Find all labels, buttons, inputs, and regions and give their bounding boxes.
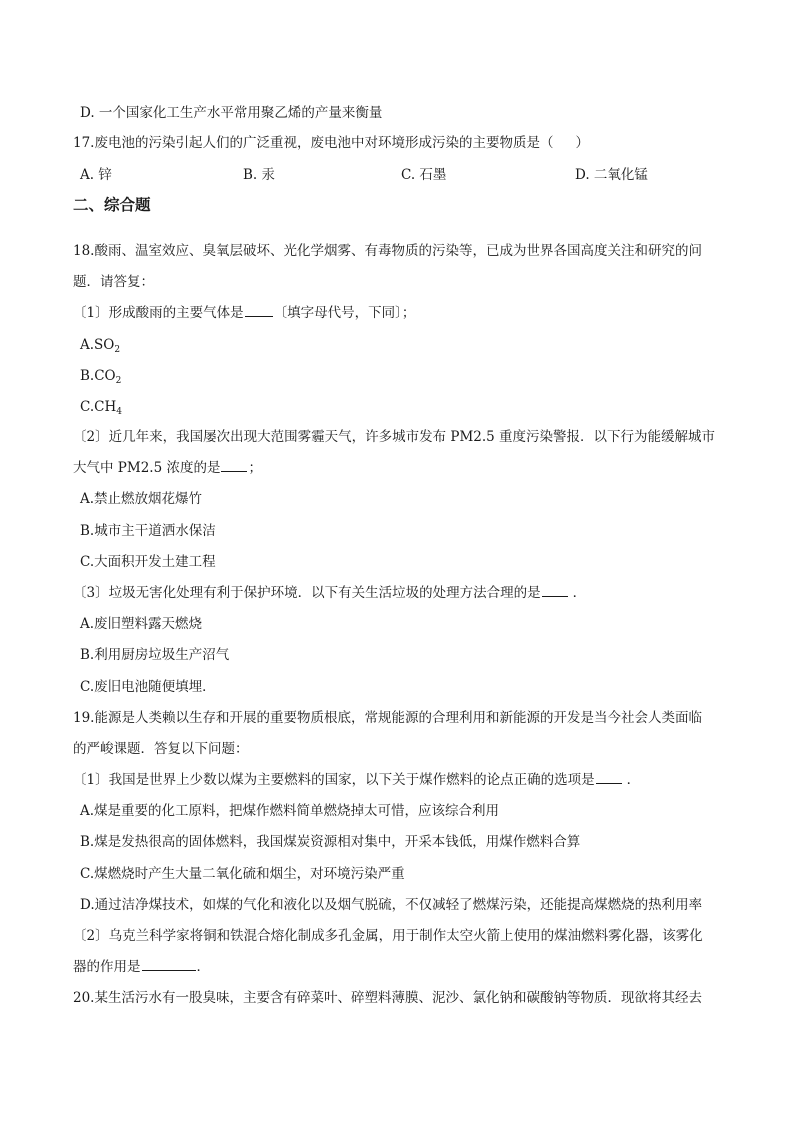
q18-part2-text: 大气中 PM2.5 浓度的是 — [73, 460, 221, 476]
answer-blank — [221, 470, 247, 472]
answer-blank — [596, 782, 622, 784]
q18-part3-text: 〔3〕垃圾无害化处理有利于保护环境．以下有关生活垃圾的处理方法合理的是 — [73, 585, 541, 601]
formula-subscript: 4 — [116, 407, 122, 417]
section-title: 二、综合题 — [73, 196, 151, 214]
q20-stem-line1: 20.某生活污水有一股臭味，主要含有碎菜叶、碎塑料薄膜、泥沙、氯化钠和碳酸钠等物质．现欲将其经去 — [73, 990, 702, 1006]
q16-option-d: D. 一个国家化工生产水平常用聚乙烯的产量来衡量 — [80, 105, 383, 121]
q19-part2-tail: ． — [196, 959, 210, 975]
formula-subscript: 2 — [114, 345, 121, 355]
q19-part1-text: 〔1〕我国是世界上少数以煤为主要燃料的国家，以下关于煤作燃料的论点正确的选项是 — [73, 772, 595, 788]
q18-stem-line2: 题．请答复： — [73, 274, 154, 290]
formula-subscript: 2 — [115, 376, 122, 386]
q18-part3-tail: ． — [572, 585, 587, 601]
q18-part3-option-b: B.利用厨房垃圾生产沼气 — [80, 647, 230, 663]
q18-part3 — [73, 583, 586, 603]
q19-stem-line1: 19.能源是人类赖以生存和开展的重要物质根底，常规能源的合理利用和新能源的开发是当今社会人类面临 — [73, 710, 702, 726]
q19-part1-tail: ． — [626, 772, 641, 788]
q18-part1 — [73, 303, 415, 323]
q19-part1-option-b: B.煤是发热很高的固体燃料，我国煤炭资源相对集中，开采本钱低，用煤作燃料合算 — [80, 834, 581, 850]
answer-blank — [142, 969, 196, 971]
answer-blank — [542, 595, 568, 597]
q19-part2-line2 — [73, 957, 210, 977]
q18-part1-tail: 〔填字母代号，下同〕； — [273, 305, 416, 321]
formula-text: B.CO — [80, 368, 116, 384]
q18-part2-option-c: C.大面积开发土建工程 — [80, 554, 216, 570]
formula-text: A.SO — [80, 337, 115, 353]
answer-blank — [245, 315, 273, 317]
q18-part1-option-a — [80, 335, 120, 360]
q19-part1-option-c: C.煤燃烧时产生大量二氧化硫和烟尘，对环境污染严重 — [80, 866, 405, 882]
q17-option-b: B. 汞 — [243, 167, 276, 183]
q18-stem-line1: 18.酸雨、温室效应、臭氧层破坏、光化学烟雾、有毒物质的污染等，已成为世界各国高度关注和研究的问 — [73, 243, 702, 259]
q18-part2-line1: 〔2〕近几年来，我国屡次出现大范围雾霾天气，许多城市发布 PM2.5 重度污染警报．以下行为能缓解城市 — [73, 429, 716, 445]
q18-part1-option-c — [80, 397, 122, 422]
q17-stem-close: ） — [575, 135, 589, 151]
q18-part3-option-c: C.废旧电池随便填埋． — [80, 679, 216, 695]
q19-part1-option-d: D.通过洁净煤技术，如煤的气化和液化以及烟气脱硫，不仅减轻了燃煤污染，还能提高煤燃烧的热利用率 — [80, 897, 703, 913]
formula-text: C.CH — [80, 399, 117, 415]
q17-stem-text: 17.废电池的污染引起人们的广泛重视，废电池中对环境形成污染的主要物质是（ — [73, 135, 554, 151]
q18-part2-option-b: B.城市主干道洒水保洁 — [80, 523, 216, 539]
q18-part2-line2 — [73, 458, 262, 478]
q18-part2-option-a: A.禁止燃放烟花爆竹 — [80, 491, 203, 507]
q19-part1 — [73, 770, 640, 790]
q19-stem-line2: 的严峻课题．答复以下问题： — [73, 741, 249, 757]
q18-part1-option-b — [80, 366, 121, 391]
q17-option-c: C. 石墨 — [401, 167, 447, 183]
q17-option-a: A. 锌 — [80, 167, 112, 183]
q19-part2-text: 器的作用是 — [73, 959, 141, 975]
q17-option-d: D. 二氧化锰 — [575, 167, 648, 183]
q18-part3-option-a: A.废旧塑料露天燃烧 — [80, 616, 203, 632]
q18-part1-text: 〔1〕形成酸雨的主要气体是 — [73, 305, 244, 321]
q18-part2-tail: ； — [248, 460, 262, 476]
q17-stem — [73, 133, 589, 153]
q19-part1-option-a: A.煤是重要的化工原料，把煤作燃料简单燃烧掉太可惜，应该综合利用 — [80, 803, 500, 819]
q19-part2-line1: 〔2〕乌克兰科学家将铜和铁混合熔化制成多孔金属，用于制作太空火箭上使用的煤油燃料雾化器，该雾化 — [73, 928, 703, 944]
